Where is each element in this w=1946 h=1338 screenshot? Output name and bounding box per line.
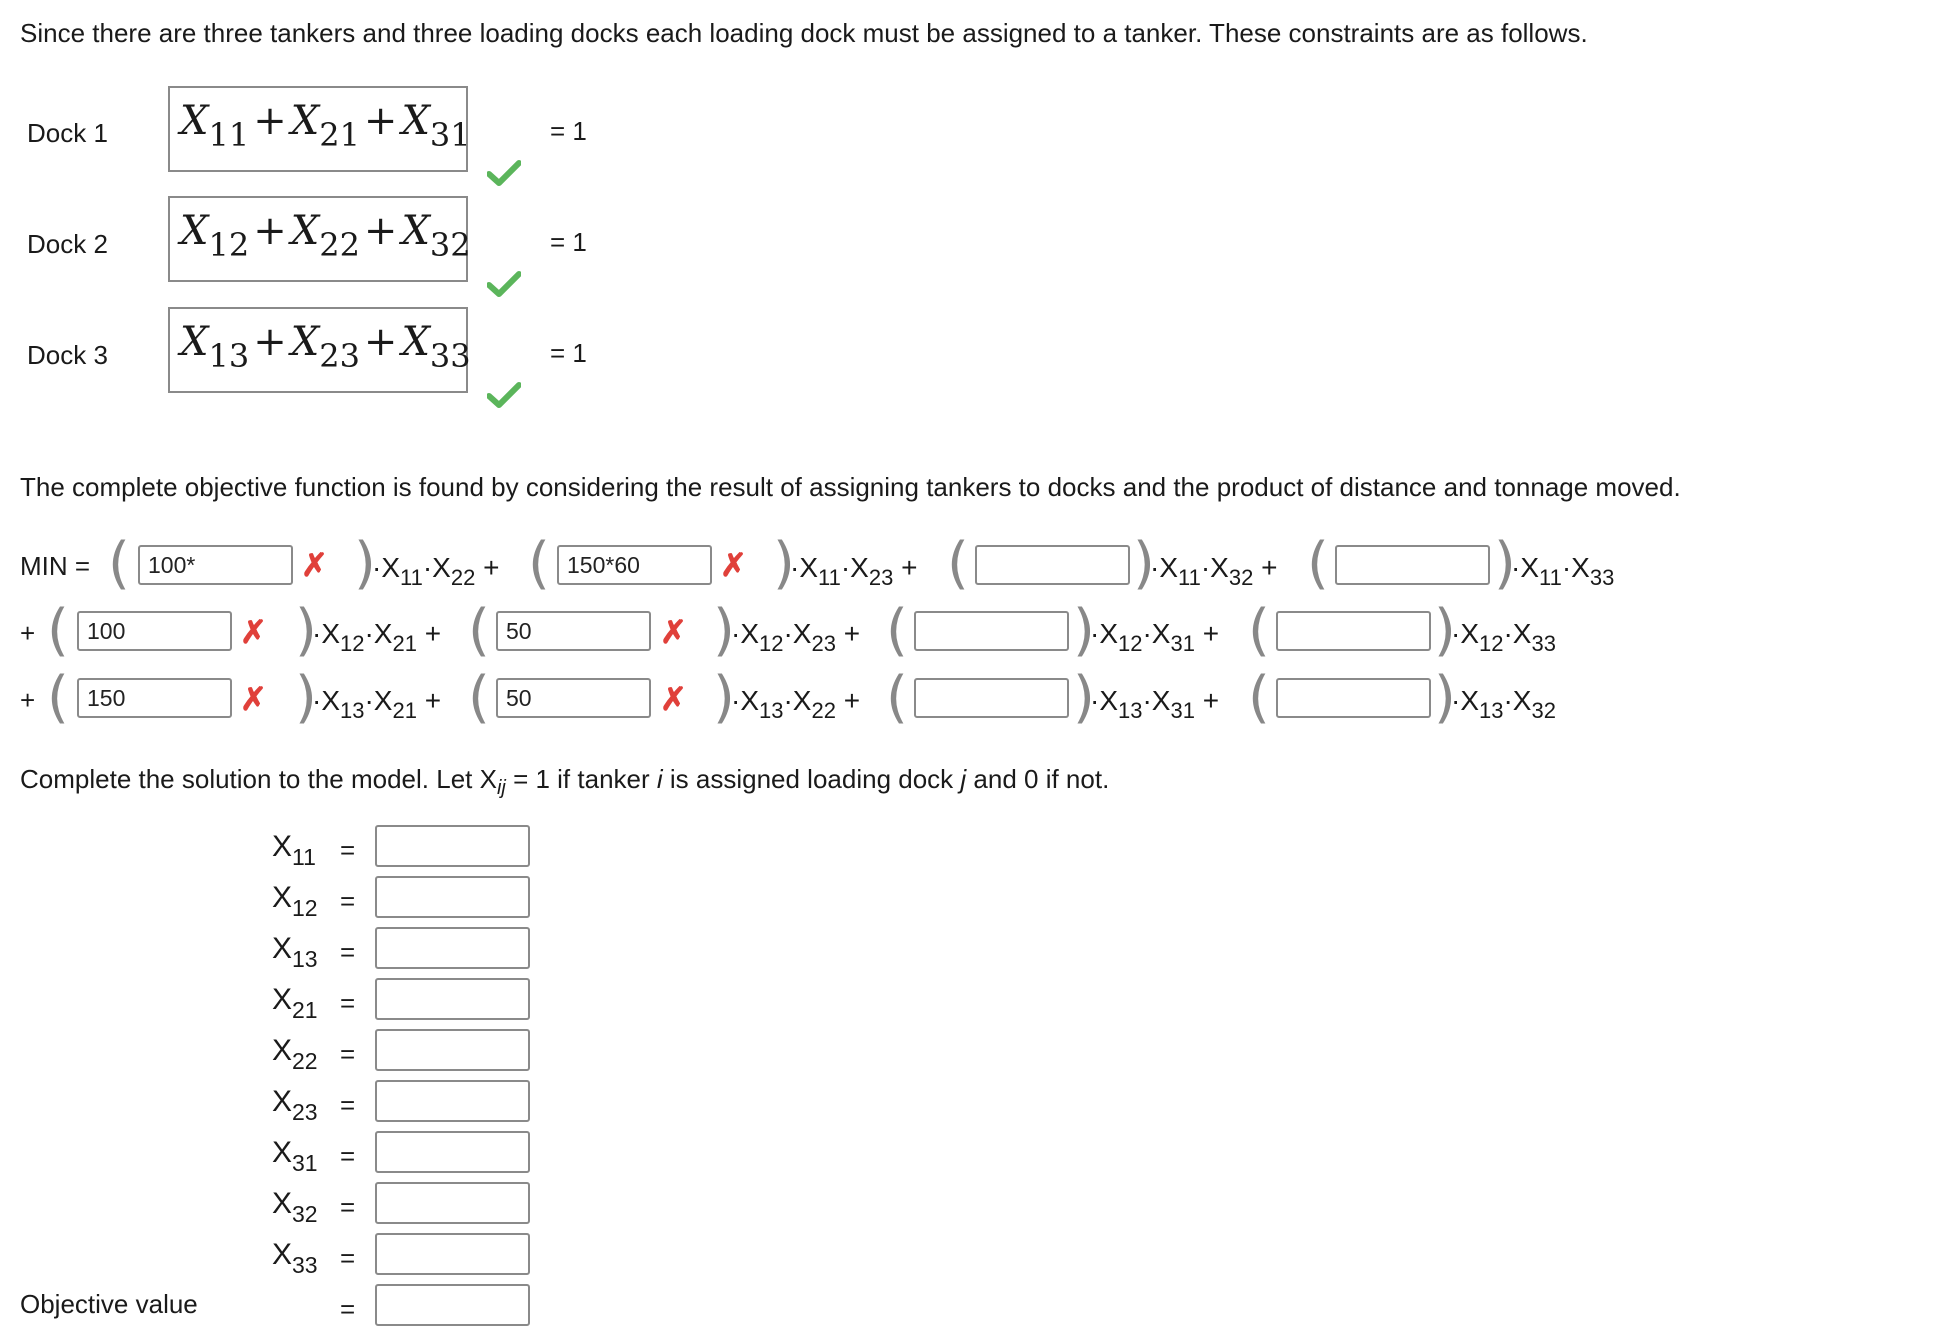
equals-sign: = xyxy=(340,886,356,916)
term-x13-x31: $\cdot X_{13}\cdot X_{31}$ + xyxy=(1090,685,1220,723)
term-x11-x32: $\cdot X_{11}\cdot X_{32}$ + xyxy=(1150,552,1278,590)
var-x11-label: $X_{11}$ xyxy=(272,830,316,870)
dock-1-rhs: = 1 xyxy=(550,116,587,146)
paren-close: ) xyxy=(1434,598,1456,663)
paren-close: ) xyxy=(1073,598,1095,663)
term-x12-x21: $\cdot X_{12}\cdot X_{21}$ + xyxy=(312,618,442,656)
term-x13-x22: $\cdot X_{13}\cdot X_{22}$ + xyxy=(731,685,861,723)
paren-close: ) xyxy=(1073,665,1095,730)
var-x23-label: $X_{23}$ xyxy=(272,1085,318,1125)
x12-value-input[interactable] xyxy=(375,876,530,918)
dock-3-formula: $X_{13} + X_{23} + X_{33}$ xyxy=(180,319,471,375)
x22-value-input[interactable] xyxy=(375,1029,530,1071)
incorrect-icon: ✗ xyxy=(240,681,267,717)
var-x13-label: $X_{13}$ xyxy=(272,932,318,972)
equals-sign: = xyxy=(340,835,356,865)
coef-x12-x31-input[interactable] xyxy=(914,611,1069,651)
equals-sign: = xyxy=(340,988,356,1018)
dock-2-rhs: = 1 xyxy=(550,227,587,257)
dock-2-label: Dock 2 xyxy=(27,229,108,259)
paren-close: ) xyxy=(713,665,735,730)
equals-sign: = xyxy=(340,1141,356,1171)
var-x33-label: $X_{33}$ xyxy=(272,1238,318,1278)
x21-value-input[interactable] xyxy=(375,978,530,1020)
dock-3-label: Dock 3 xyxy=(27,340,108,370)
coef-x12-x33-input[interactable] xyxy=(1276,611,1431,651)
paren-close: ) xyxy=(295,598,317,663)
paren-close: ) xyxy=(713,598,735,663)
paren-open: ( xyxy=(886,665,908,730)
solution-intro-text: Complete the solution to the model. Let $X_{ij} = 1$ if tanker i is assigned loading dock j and 0 if not. xyxy=(20,764,1110,800)
dock-3-rhs: = 1 xyxy=(550,338,587,368)
term-x13-x32: $\cdot X_{13}\cdot X_{32}$ xyxy=(1451,685,1556,723)
x23-value-input[interactable] xyxy=(375,1080,530,1122)
coef-x13-x32-input[interactable] xyxy=(1276,678,1431,718)
term-x13-x21: $\cdot X_{13}\cdot X_{21}$ + xyxy=(312,685,442,723)
coef-x11-x22-input[interactable] xyxy=(138,545,293,585)
incorrect-icon: ✗ xyxy=(301,547,328,583)
incorrect-icon: ✗ xyxy=(720,547,747,583)
x31-value-input[interactable] xyxy=(375,1131,530,1173)
var-x22-label: $X_{22}$ xyxy=(272,1034,318,1074)
coef-x13-x31-input[interactable] xyxy=(914,678,1069,718)
paren-open: ( xyxy=(47,665,69,730)
plus-sign: + xyxy=(20,685,36,715)
term-x11-x33: $\cdot X_{11}\cdot X_{33}$ xyxy=(1511,552,1615,590)
paren-close: ) xyxy=(773,531,795,596)
dock-2-check-icon xyxy=(487,271,521,297)
dock-1-check-icon xyxy=(487,160,521,186)
objective-value-input[interactable] xyxy=(375,1284,530,1326)
var-x32-label: $X_{32}$ xyxy=(272,1187,318,1227)
x13-value-input[interactable] xyxy=(375,927,530,969)
var-x31-label: $X_{31}$ xyxy=(272,1136,318,1176)
paren-open: ( xyxy=(1248,598,1270,663)
paren-open: ( xyxy=(1307,531,1329,596)
coef-x12-x23-input[interactable] xyxy=(496,611,651,651)
term-x11-x23: $\cdot X_{11}\cdot X_{23}$ + xyxy=(790,552,918,590)
paren-close: ) xyxy=(1494,531,1516,596)
coef-x13-x21-input[interactable] xyxy=(77,678,232,718)
term-x12-x23: $\cdot X_{12}\cdot X_{23}$ + xyxy=(731,618,861,656)
coef-x11-x33-input[interactable] xyxy=(1335,545,1490,585)
paren-close: ) xyxy=(1434,665,1456,730)
plus-sign: + xyxy=(20,618,36,648)
dock-2-constraint-box[interactable] xyxy=(168,196,471,282)
paren-close: ) xyxy=(295,665,317,730)
coef-x11-x32-input[interactable] xyxy=(975,545,1130,585)
dock-2-formula: $X_{12} + X_{22} + X_{32}$ xyxy=(180,208,471,264)
equals-sign: = xyxy=(340,1192,356,1222)
term-x11-x22: $\cdot X_{11}\cdot X_{22}$ + xyxy=(372,552,500,590)
paren-open: ( xyxy=(468,665,490,730)
paren-open: ( xyxy=(108,531,130,596)
paren-close: ) xyxy=(1133,531,1155,596)
paren-open: ( xyxy=(886,598,908,663)
x11-value-input[interactable] xyxy=(375,825,530,867)
objective-intro-text: The complete objective function is found by considering the result of assigning tankers to docks and the product of distance and tonnage moved. xyxy=(20,472,1681,502)
equals-sign: = xyxy=(340,1039,356,1069)
paren-open: ( xyxy=(947,531,969,596)
paren-open: ( xyxy=(47,598,69,663)
equals-sign: = xyxy=(340,1090,356,1120)
paren-open: ( xyxy=(1248,665,1270,730)
term-x12-x33: $\cdot X_{12}\cdot X_{33}$ xyxy=(1451,618,1556,656)
dock-3-check-icon xyxy=(487,382,521,408)
paren-open: ( xyxy=(468,598,490,663)
min-label: MIN = xyxy=(20,551,91,581)
intro-text: Since there are three tankers and three loading docks each loading dock must be assigned to a tanker. These constraints are as follows. xyxy=(20,18,1588,48)
equals-sign: = xyxy=(340,1243,356,1273)
dock-1-label: Dock 1 xyxy=(27,118,108,148)
var-x12-label: $X_{12}$ xyxy=(272,881,318,921)
dock-1-constraint-box[interactable] xyxy=(168,86,471,172)
var-x21-label: $X_{21}$ xyxy=(272,983,318,1023)
equals-sign: = xyxy=(340,1294,356,1324)
paren-open: ( xyxy=(528,531,550,596)
paren-close: ) xyxy=(354,531,376,596)
equals-sign: = xyxy=(340,937,356,967)
incorrect-icon: ✗ xyxy=(660,681,687,717)
objective-value-label: Objective value xyxy=(20,1289,198,1319)
coef-x11-x23-input[interactable] xyxy=(557,545,712,585)
incorrect-icon: ✗ xyxy=(660,614,687,650)
x33-value-input[interactable] xyxy=(375,1233,530,1275)
x32-value-input[interactable] xyxy=(375,1182,530,1224)
coef-x12-x21-input[interactable] xyxy=(77,611,232,651)
dock-3-constraint-box[interactable] xyxy=(168,307,471,393)
dock-1-formula: $X_{11} + X_{21} + X_{31}$ xyxy=(180,98,471,154)
coef-x13-x22-input[interactable] xyxy=(496,678,651,718)
incorrect-icon: ✗ xyxy=(240,614,267,650)
term-x12-x31: $\cdot X_{12}\cdot X_{31}$ + xyxy=(1090,618,1220,656)
